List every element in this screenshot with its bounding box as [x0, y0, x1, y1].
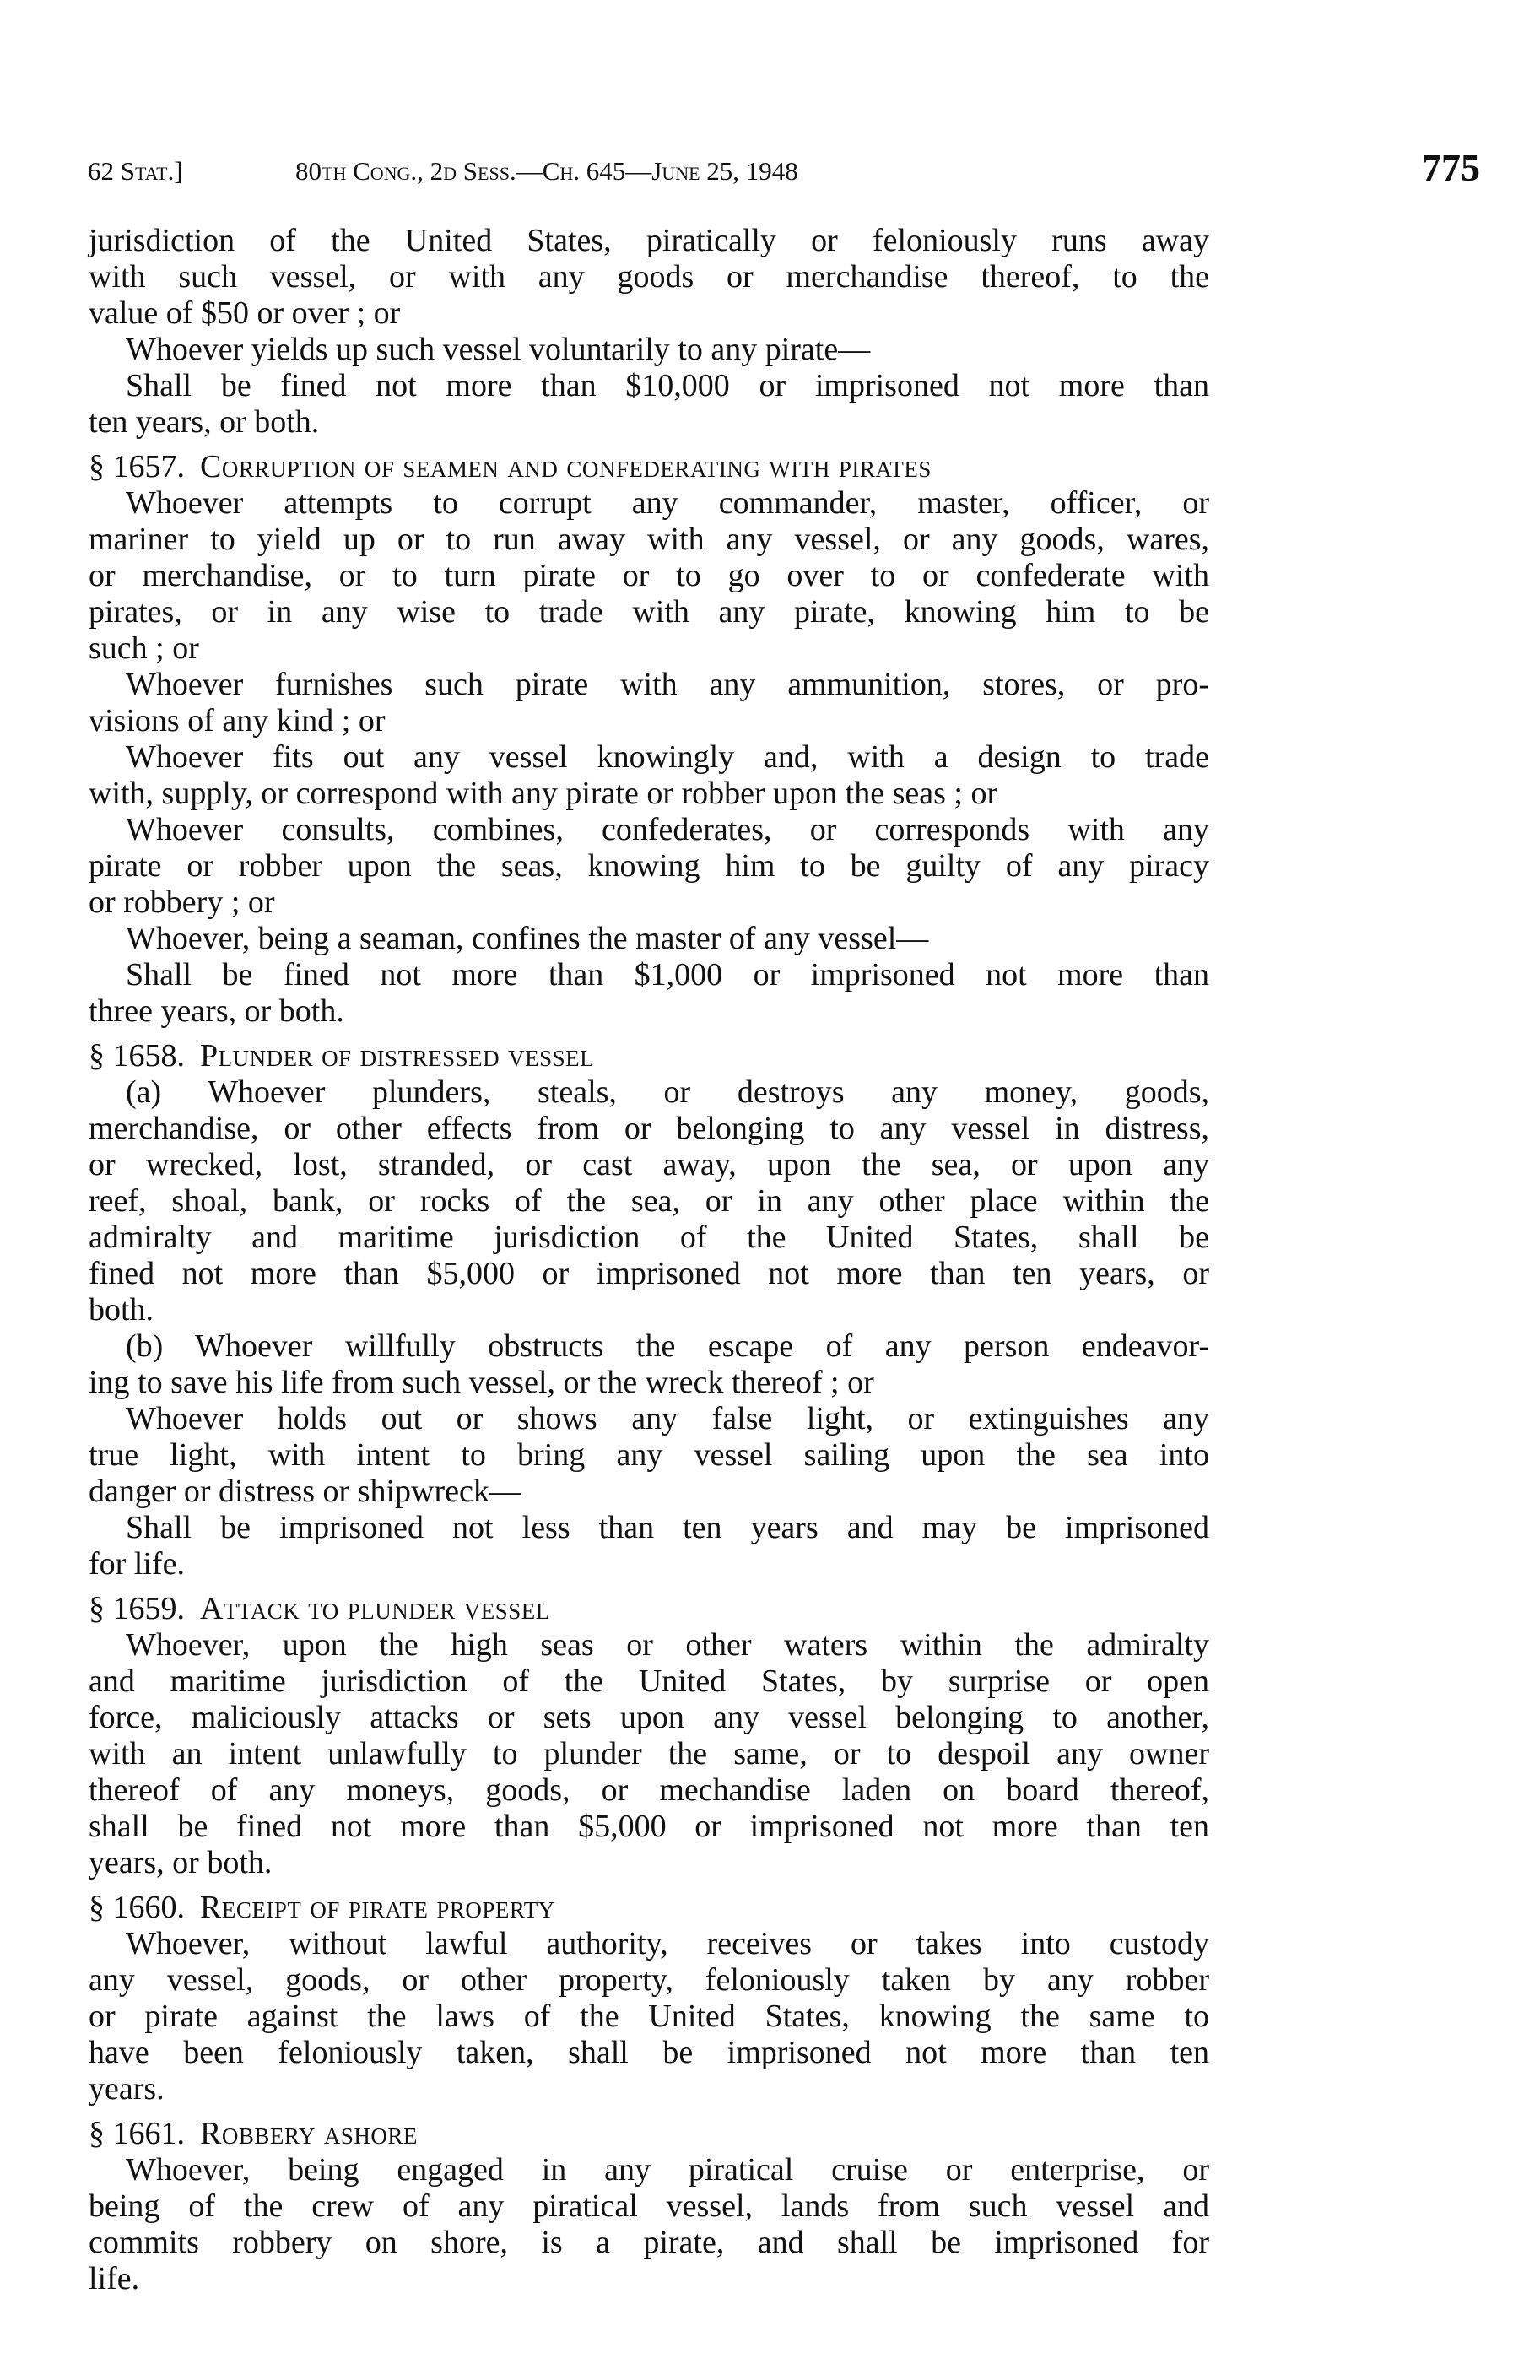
page-number: 775: [1422, 146, 1480, 189]
paragraph: [89, 667, 1209, 739]
text-line: being of the crew of any piratical vessel, lands from such vessel and: [89, 2188, 1209, 2224]
text-line: with an intent unlawfully to plunder the same, or to despoil any owner: [89, 1736, 1209, 1771]
text-line: or pirate against the laws of the United States, knowing the same to: [89, 1999, 1209, 2034]
paragraph: [89, 485, 1209, 667]
text-column: [89, 223, 1209, 2297]
text-line: commits robbery on shore, is a pirate, and shall be imprisoned for: [89, 2225, 1209, 2260]
section-heading: [89, 449, 1209, 485]
section-title: Attack to plunder vessel: [200, 1591, 550, 1626]
section-heading: [89, 2116, 1209, 2152]
text-line: or wrecked, lost, stranded, or cast away, upon the sea, or upon any: [89, 1147, 1209, 1182]
congress-session-chapter: 80th Cong., 2d Sess.—Ch. 645—June 25, 1948: [295, 156, 798, 186]
section-1657: [89, 449, 1209, 1030]
text-line: Whoever furnishes such pirate with any ammunition, stores, or pro-: [126, 667, 1209, 702]
text-line: or robbery ; or: [89, 884, 275, 920]
text-line: with, supply, or correspond with any pirate or robber upon the seas ; or: [89, 776, 998, 811]
text-line: such ; or: [89, 630, 199, 666]
text-line: Whoever, being a seaman, confines the master of any vessel—: [126, 921, 929, 956]
text-line: fined not more than $5,000 or imprisoned not more than ten years, or: [89, 1256, 1209, 1291]
text-line: Whoever consults, combines, confederates, or corresponds with any: [126, 812, 1209, 847]
section-1658: [89, 1038, 1209, 1582]
penalty-paragraph: [89, 957, 1209, 1030]
text-line: Whoever holds out or shows any false light, or extinguishes any: [126, 1401, 1209, 1436]
text-line: danger or distress or shipwreck—: [89, 1474, 521, 1509]
text-line: shall be fined not more than $5,000 or imprisoned not more than ten: [89, 1809, 1209, 1844]
continuation-paragraph: [89, 223, 1209, 332]
text-line: pirate or robber upon the seas, knowing him to be guilty of any piracy: [89, 848, 1209, 884]
paragraph: [89, 812, 1209, 921]
text-line: or merchandise, or to turn pirate or to go over to or confederate with: [89, 558, 1209, 593]
text-line: (b) Whoever willfully obstructs the escape of any person endeavor-: [126, 1328, 1209, 1364]
section-1661: [89, 2116, 1209, 2297]
section-heading: [89, 1890, 1209, 1926]
paragraph: [89, 1926, 1209, 2107]
running-head: [88, 146, 1480, 192]
text-line: reef, shoal, bank, or rocks of the sea, or in any other place within the: [89, 1183, 1209, 1219]
section-heading: [89, 1591, 1209, 1627]
text-line: value of $50 or over ; or: [89, 295, 401, 331]
text-line: years.: [89, 2071, 165, 2107]
paragraph: [89, 921, 1209, 957]
penalty-paragraph: [89, 368, 1209, 441]
paragraph: [89, 1401, 1209, 1510]
paragraph: [89, 739, 1209, 812]
statute-volume: 62 Stat.]: [88, 156, 183, 186]
text-line: ing to save his life from such vessel, or the wreck thereof ; or: [89, 1365, 874, 1400]
text-line: Shall be imprisoned not less than ten years and may be imprisoned: [126, 1510, 1209, 1545]
section-number: § 1660.: [89, 1890, 185, 1925]
section-number: § 1658.: [89, 1038, 185, 1074]
text-line: three years, or both.: [89, 993, 344, 1029]
text-line: thereof of any moneys, goods, or mechandise laden on board thereof,: [89, 1772, 1209, 1808]
text-line: ten years, or both.: [89, 404, 320, 440]
text-line: merchandise, or other effects from or belonging to any vessel in distress,: [89, 1111, 1209, 1146]
text-line: life.: [89, 2261, 140, 2296]
section-title: Receipt of pirate property: [200, 1890, 555, 1925]
text-line: Whoever, upon the high seas or other waters within the admiralty: [126, 1627, 1209, 1663]
text-line: (a) Whoever plunders, steals, or destroys any money, goods,: [126, 1074, 1209, 1110]
text-line: visions of any kind ; or: [89, 703, 386, 738]
text-line: for life.: [89, 1546, 185, 1582]
text-line: both.: [89, 1292, 154, 1328]
subsection-b: [89, 1328, 1209, 1401]
text-line: jurisdiction of the United States, piratically or feloniously runs away: [89, 223, 1209, 258]
text-line: admiralty and maritime jurisdiction of the United States, shall be: [89, 1220, 1209, 1255]
text-line: Whoever yields up such vessel voluntarily to any pirate—: [126, 332, 871, 367]
text-line: and maritime jurisdiction of the United States, by surprise or open: [89, 1663, 1209, 1699]
penalty-paragraph: [89, 1510, 1209, 1582]
text-line: mariner to yield up or to run away with any vessel, or any goods, wares,: [89, 522, 1209, 557]
section-number: § 1661.: [89, 2116, 185, 2151]
text-line: years, or both.: [89, 1845, 273, 1880]
text-line: any vessel, goods, or other property, feloniously taken by any robber: [89, 1962, 1209, 1998]
text-line: pirates, or in any wise to trade with any pirate, knowing him to be: [89, 594, 1209, 630]
text-line: Whoever, being engaged in any piratical cruise or enterprise, or: [126, 2152, 1209, 2188]
text-line: with such vessel, or with any goods or merchandise thereof, to the: [89, 259, 1209, 295]
subsection-a: [89, 1074, 1209, 1328]
text-line: Whoever fits out any vessel knowingly and, with a design to trade: [126, 739, 1209, 775]
text-line: force, maliciously attacks or sets upon any vessel belonging to another,: [89, 1700, 1209, 1735]
section-1659: [89, 1591, 1209, 1881]
section-title: Robbery ashore: [200, 2116, 418, 2151]
section-number: § 1657.: [89, 449, 185, 484]
section-1660: [89, 1890, 1209, 2107]
text-line: Whoever, without lawful authority, receives or takes into custody: [126, 1926, 1209, 1961]
section-title: Plunder of distressed vessel: [200, 1038, 595, 1074]
paragraph: [89, 2152, 1209, 2297]
section-number: § 1659.: [89, 1591, 185, 1626]
text-line: true light, with intent to bring any vessel sailing upon the sea into: [89, 1437, 1209, 1473]
text-line: Shall be fined not more than $10,000 or imprisoned not more than: [126, 368, 1209, 403]
text-line: Shall be fined not more than $1,000 or imprisoned not more than: [126, 957, 1209, 993]
section-title: Corruption of seamen and confederating with pirates: [200, 449, 932, 484]
section-heading: [89, 1038, 1209, 1074]
paragraph: [89, 1627, 1209, 1881]
clause-paragraph: [89, 332, 1209, 368]
text-line: Whoever attempts to corrupt any commander, master, officer, or: [126, 485, 1209, 521]
text-line: have been feloniously taken, shall be imprisoned not more than ten: [89, 2035, 1209, 2070]
